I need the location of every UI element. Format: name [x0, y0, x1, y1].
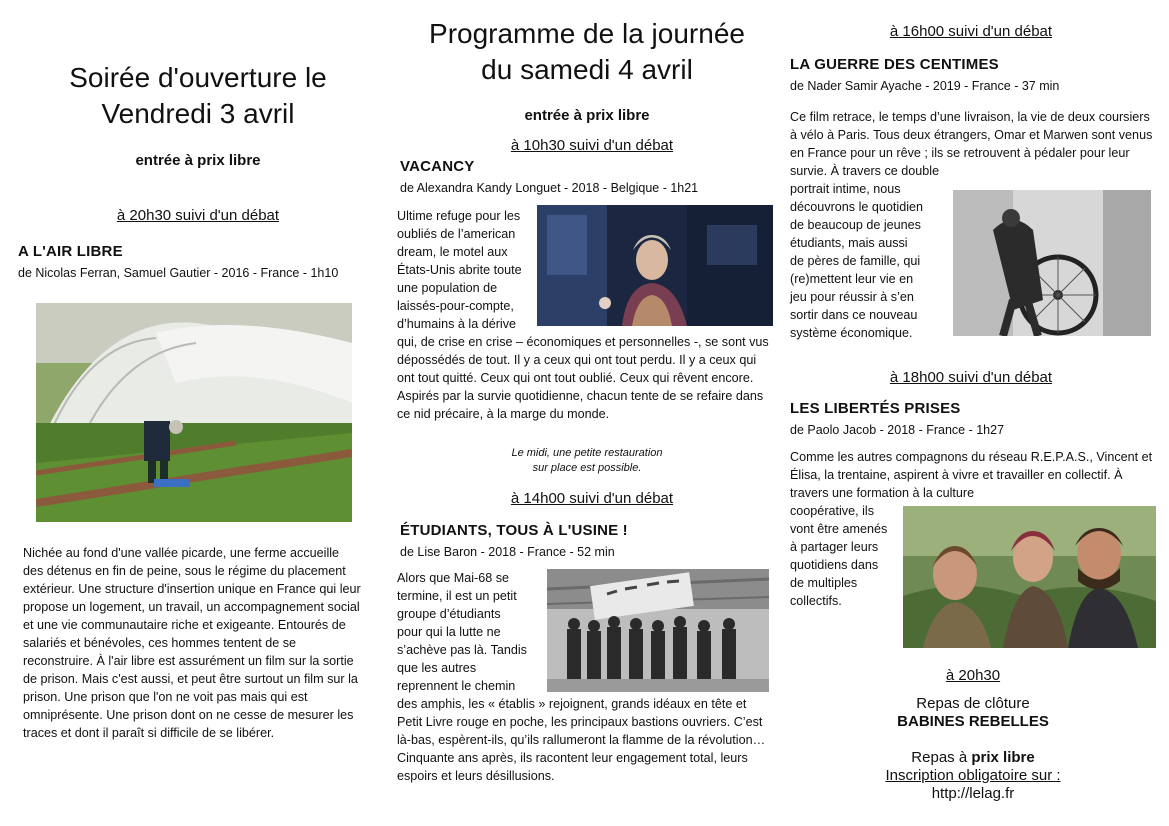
guerre-credits: de Nader Samir Ayache - 2019 - France - 37 min	[790, 79, 1060, 93]
saturday-title-line1: Programme de la journée	[429, 18, 745, 49]
etudiants-credits: de Lise Baron - 2018 - France - 52 min	[400, 545, 615, 559]
libertes-line: coopérative, ils	[790, 504, 874, 518]
guerre-line: étudiants, mais aussi	[790, 236, 908, 250]
opening-credits: de Nicolas Ferran, Samuel Gautier - 2016 - France - 1h10	[18, 266, 339, 280]
etudiants-line: pour qui la lutte ne	[397, 625, 501, 639]
etudiants-line: termine, il est un petit	[397, 589, 517, 603]
saturday-entry: entrée à prix libre	[524, 107, 650, 124]
vacancy-synopsis-rest: qui, de crise en crise – économiques et personnelles -, se sont vus dépossédés de tout. Il y a ceux qui ont tout perdu. Il y a ceux qui ont tout quitté. Ceux qui ont tout oublié. Ceux qui rêvent encore. Aspirés par la survie quotidienne, chacun tente de se refaire dans ce nid précaire, à la marge du monde.	[397, 335, 769, 421]
guerre-line: système économique.	[790, 326, 913, 340]
vacancy-credits: de Alexandra Kandy Longuet - 2018 - Belgique - 1h21	[400, 181, 699, 195]
closing-inscription: Inscription obligatoire sur :	[885, 767, 1061, 784]
opening-film-title: A L'AIR LIBRE	[18, 243, 123, 260]
libertes-line: de multiples	[790, 576, 858, 590]
guerre-film-title: LA GUERRE DES CENTIMES	[790, 56, 999, 73]
motel-woman-photo	[537, 205, 773, 326]
closing-meal-line: Repas de clôture	[916, 695, 1030, 712]
guerre-line: de beaucoup de jeunes	[790, 218, 921, 232]
guerre-line: sortir dans ce nouveau	[790, 308, 918, 322]
etudiants-line: reprennent le chemin	[397, 679, 516, 693]
libertes-line: à partager leurs	[790, 540, 879, 554]
factory-workers-photo	[547, 569, 769, 692]
libertes-synopsis-top: Comme les autres compagnons du réseau R.E.P.A.S., Vincent et Élisa, la trentaine, aspirent à vivre et travailler en collectif. À travers une formation à la culture	[790, 450, 1153, 500]
libertes-credits: de Paolo Jacob - 2018 - France - 1h27	[790, 423, 1005, 437]
cooperative-group-image	[903, 506, 1156, 648]
closing-price-bold: prix libre	[971, 749, 1035, 766]
etudiants-line: Alors que Mai-68 se	[397, 571, 509, 585]
guerre-line: de pères de famille, qui	[790, 254, 921, 268]
opening-synopsis: Nichée au fond d'une vallée picarde, une ferme accueille des détenus en fin de peine, sous le régime du placement extérieur. Une structure d'insertion unique en France qui leur propose un logement, un travail, un accompagnement social et une vie communautaire riche et exigeante. Entourés de salariés et bénévoles, ces hommes tentent de se reconstruire. À l'air libre est assurément un film sur la sortie de prison. Mais c'est aussi, et peut être surtout un film sur la prison. Une prison que l'on ne voit pas mais qui est omniprésente. Une prison dont on ne cesse de mesurer les traces et dont il paraît si difficile de se libérer.	[23, 546, 361, 740]
etudiants-film-title: ÉTUDIANTS, TOUS À L'USINE !	[400, 522, 628, 539]
vacancy-line: laissés-pour-compte,	[397, 299, 514, 313]
vacancy-synopsis-side	[397, 207, 537, 333]
cooperative-group-photo	[903, 506, 1156, 648]
lunch-note	[397, 446, 777, 476]
opening-slot: à 20h30 suivi d'un débat	[116, 207, 280, 224]
farm-greenhouse-photo	[36, 303, 352, 522]
etudiants-line: groupe d’étudiants	[397, 607, 501, 621]
etudiants-line: que les autres	[397, 661, 477, 675]
guerre-slot: à 16h00 suivi d'un débat	[889, 23, 1053, 40]
lunch-note-line2: sur place est possible.	[532, 462, 642, 474]
closing-price	[830, 749, 1116, 767]
guerre-line: jeu pour réussir à s’en	[790, 290, 914, 304]
vacancy-line: une population de	[397, 281, 498, 295]
saturday-title-line2: du samedi 4 avril	[481, 54, 693, 85]
bike-courier-photo	[953, 190, 1151, 336]
vacancy-line: Ultime refuge pour les	[397, 209, 521, 223]
farm-greenhouse-image	[36, 303, 352, 522]
vacancy-slot: à 10h30 suivi d'un débat	[510, 137, 674, 154]
guerre-line: découvrons le quotidien	[790, 200, 924, 214]
guerre-line: portrait intime, nous	[790, 182, 901, 196]
closing-price-prefix: Repas à	[911, 749, 972, 766]
libertes-line: quotidiens dans	[790, 558, 879, 572]
libertes-slot: à 18h00 suivi d'un débat	[889, 369, 1053, 386]
vacancy-film-title: VACANCY	[400, 158, 475, 175]
guerre-synopsis-top: Ce film retrace, le temps d’une livraison, la vie de deux coursiers à vélo à Paris. Tous deux étrangers, Omar et Marwen sont venus en France pour un rêve ; ils se retrouvent à pédaler pour leur survie. À travers ce double	[790, 110, 1153, 178]
libertes-line: collectifs.	[790, 594, 842, 608]
etudiants-line: s’achève pas là. Tandis	[397, 643, 527, 657]
vacancy-line: États-Unis abrite toute	[397, 263, 522, 277]
libertes-line: vont être amenés	[790, 522, 888, 536]
vacancy-line: dream, le motel aux	[397, 245, 508, 259]
lunch-note-line1: Le midi, une petite restauration	[511, 447, 663, 459]
closing-url[interactable]: http://lelag.fr	[931, 785, 1015, 802]
etudiants-synopsis-rest: des amphis, les « établis » rejoignent, grands idéaux en tête et Petit Livre rouge en poche, les principaux bastions ouvriers. C’est là-bas, espèrent-ils, qu’ils rallumeront la flamme de la révolution… Cinquante ans après, ils racontent leur engagement total, leurs espoirs et leurs désillusions.	[397, 697, 766, 783]
vacancy-line: oubliés de l’american	[397, 227, 516, 241]
bike-courier-image	[953, 190, 1151, 336]
closing-meal-name: BABINES REBELLES	[897, 713, 1049, 730]
opening-entry: entrée à prix libre	[135, 152, 261, 169]
guerre-line: (re)mettent leur vie en	[790, 272, 914, 286]
etudiants-synopsis-side	[397, 569, 547, 695]
libertes-synopsis-side	[790, 502, 902, 610]
closing-slot: à 20h30	[945, 667, 1001, 684]
factory-workers-image	[547, 569, 769, 692]
opening-title-line2: Vendredi 3 avril	[101, 98, 295, 129]
closing-block	[830, 667, 1116, 803]
opening-title	[18, 60, 378, 132]
motel-woman-image	[537, 205, 773, 326]
saturday-title	[397, 16, 777, 88]
etudiants-slot: à 14h00 suivi d'un débat	[510, 490, 674, 507]
vacancy-line: d’humains à la dérive	[397, 317, 517, 331]
libertes-film-title: LES LIBERTÉS PRISES	[790, 400, 961, 417]
guerre-synopsis-side	[790, 180, 952, 342]
opening-title-line1: Soirée d'ouverture le	[69, 62, 327, 93]
